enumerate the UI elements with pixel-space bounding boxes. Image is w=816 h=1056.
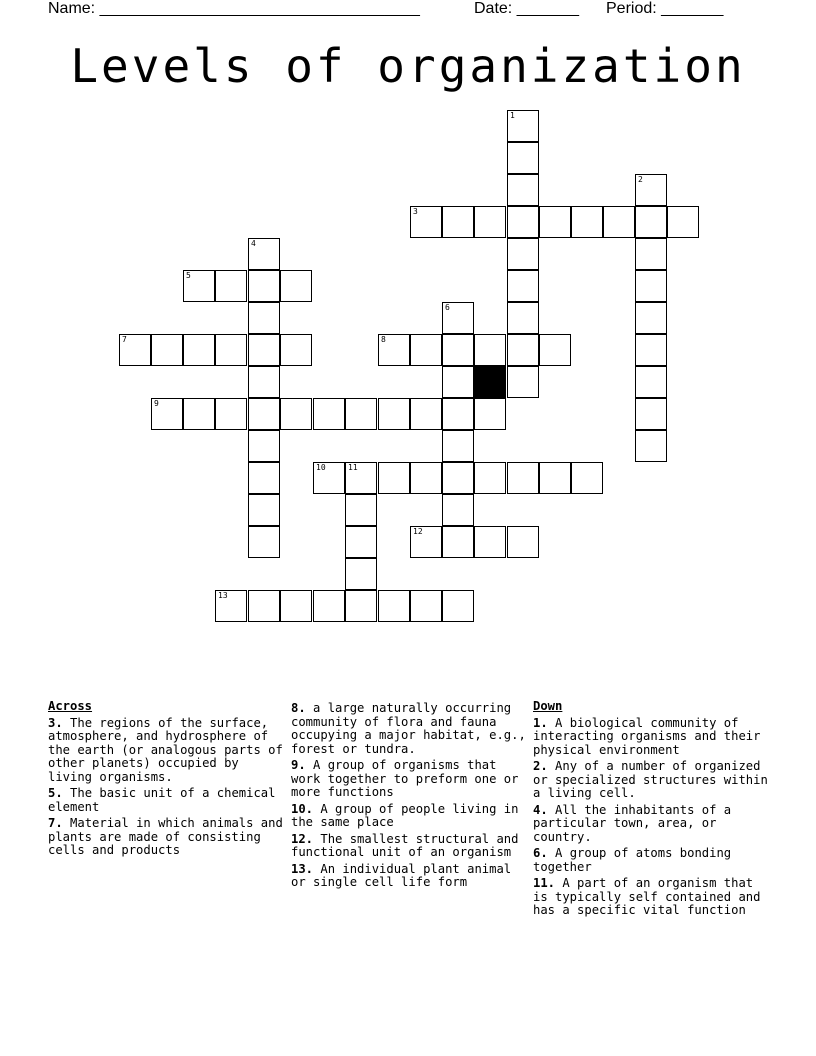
grid-cell[interactable]: [507, 462, 539, 494]
clue-across-7: 7. Material in which animals and plants are made of consisting cells and products: [48, 816, 283, 857]
grid-cell[interactable]: [248, 302, 280, 334]
grid-cell[interactable]: [345, 590, 377, 622]
grid-cell[interactable]: [635, 430, 667, 462]
grid-cell[interactable]: [345, 558, 377, 590]
grid-cell[interactable]: [215, 334, 247, 366]
grid-cell[interactable]: [507, 110, 539, 142]
grid-cell[interactable]: [280, 334, 312, 366]
grid-cell[interactable]: [442, 398, 474, 430]
puzzle-title: Levels of organization: [70, 39, 746, 93]
grid-cell[interactable]: [248, 462, 280, 494]
clue-number: 5: [186, 271, 191, 280]
grid-cell[interactable]: [345, 462, 377, 494]
grid-cell[interactable]: [280, 270, 312, 302]
grid-cell[interactable]: [410, 206, 442, 238]
grid-cell[interactable]: [507, 142, 539, 174]
grid-cell[interactable]: [248, 366, 280, 398]
grid-cell[interactable]: [635, 366, 667, 398]
grid-cell[interactable]: [442, 302, 474, 334]
grid-cell[interactable]: [215, 270, 247, 302]
grid-cell[interactable]: [248, 430, 280, 462]
grid-cell[interactable]: [571, 206, 603, 238]
date-field[interactable]: Date: _______: [474, 0, 579, 17]
grid-cell[interactable]: [507, 206, 539, 238]
grid-cell[interactable]: [410, 462, 442, 494]
grid-cell[interactable]: [151, 398, 183, 430]
grid-cell[interactable]: [442, 494, 474, 526]
clue-number: 9: [154, 399, 159, 408]
grid-cell[interactable]: [635, 270, 667, 302]
clue-number: 11: [348, 463, 358, 472]
grid-cell[interactable]: [410, 334, 442, 366]
grid-cell[interactable]: [215, 398, 247, 430]
down-heading: Down: [533, 699, 563, 713]
grid-cell[interactable]: [442, 366, 474, 398]
grid-cell[interactable]: [345, 494, 377, 526]
clue-across-8: 8. a large naturally occurring community of flora and fauna occupying a major habitat, e.g., forest or tundra.: [291, 701, 526, 756]
grid-cell[interactable]: [635, 206, 667, 238]
clue-down-4: 4. All the inhabitants of a particular town, area, or country.: [533, 802, 732, 844]
clue-across-3: 3. The regions of the surface, atmosphere, and hydrosphere of the earth (or analogous parts of other planets) occupied by living organisms.: [48, 715, 283, 784]
grid-cell[interactable]: [442, 526, 474, 558]
grid-cell[interactable]: [507, 238, 539, 270]
grid-cell[interactable]: [442, 430, 474, 462]
grid-cell[interactable]: [507, 302, 539, 334]
clue-across-5: 5. The basic unit of a chemical element: [48, 786, 276, 814]
clue-across-10: 10. A group of people living in the same place: [291, 801, 519, 829]
grid-cell[interactable]: [345, 526, 377, 558]
grid-cell[interactable]: [474, 462, 506, 494]
clue-number: 10: [316, 463, 326, 472]
grid-cell[interactable]: [603, 206, 635, 238]
grid-cell[interactable]: [410, 590, 442, 622]
grid-cell[interactable]: [378, 590, 410, 622]
grid-cell[interactable]: [248, 526, 280, 558]
grid-cell[interactable]: [635, 302, 667, 334]
clue-down-6: 6. A group of atoms bonding together: [533, 846, 732, 874]
grid-cell[interactable]: [635, 238, 667, 270]
grid-cell[interactable]: [507, 270, 539, 302]
grid-cell[interactable]: [507, 174, 539, 206]
grid-cell[interactable]: [474, 526, 506, 558]
grid-cell[interactable]: [248, 494, 280, 526]
clue-down-11: 11. A part of an organism that is typically self contained and has a specific vital function: [533, 876, 761, 917]
grid-cell[interactable]: [151, 334, 183, 366]
grid-cell[interactable]: [410, 526, 442, 558]
grid-cell[interactable]: [507, 526, 539, 558]
grid-cell[interactable]: [183, 398, 215, 430]
grid-cell[interactable]: [378, 334, 410, 366]
clue-down-2: 2. Any of a number of organized or specialized structures within a living cell.: [533, 759, 768, 800]
grid-cell[interactable]: [474, 206, 506, 238]
grid-cell[interactable]: [313, 398, 345, 430]
clue-across-13: 13. An individual plant animal or single cell life form: [291, 861, 512, 889]
clue-number: 12: [413, 527, 423, 536]
grid-cell[interactable]: [507, 366, 539, 398]
grid-cell[interactable]: [280, 590, 312, 622]
clue-number: 4: [251, 239, 256, 248]
down-clues-col: [533, 700, 769, 921]
grid-cell[interactable]: [248, 590, 280, 622]
grid-cell[interactable]: [183, 334, 215, 366]
grid-cell[interactable]: [442, 206, 474, 238]
grid-cell[interactable]: [539, 206, 571, 238]
clue-down-1: 1. A biological community of interacting organisms and their physical environment: [533, 715, 761, 757]
grid-cell[interactable]: [345, 398, 377, 430]
clue-across-12: 12. The smallest structural and functional unit of an organism: [291, 831, 519, 859]
clue-number: 13: [218, 591, 228, 600]
grid-cell[interactable]: [183, 270, 215, 302]
grid-cell[interactable]: [280, 398, 312, 430]
grid-cell[interactable]: [442, 590, 474, 622]
grid-cell[interactable]: [313, 462, 345, 494]
clue-number: 2: [638, 175, 643, 184]
grid-cell[interactable]: [442, 334, 474, 366]
grid-cell[interactable]: [474, 398, 506, 430]
clue-number: 7: [122, 335, 127, 344]
grid-cell[interactable]: [248, 238, 280, 270]
grid-cell[interactable]: [248, 398, 280, 430]
grid-cell[interactable]: [378, 398, 410, 430]
grid-cell[interactable]: [442, 462, 474, 494]
grid-cell[interactable]: [635, 334, 667, 366]
grid-cell[interactable]: [539, 462, 571, 494]
clue-number: 6: [445, 303, 450, 312]
across-clues-col-1: [48, 700, 284, 861]
grid-cell[interactable]: [474, 334, 506, 366]
grid-cell[interactable]: [667, 206, 699, 238]
clue-across-9: 9. A group of organisms that work together to preform one or more functions: [291, 758, 519, 799]
grid-cell[interactable]: [248, 270, 280, 302]
grid-cell[interactable]: [571, 462, 603, 494]
grid-cell[interactable]: [248, 334, 280, 366]
grid-cell[interactable]: [215, 590, 247, 622]
grid-cell[interactable]: [507, 334, 539, 366]
clue-number: 3: [413, 207, 418, 216]
grid-cell[interactable]: [410, 398, 442, 430]
name-field[interactable]: Name: ____________________________________: [48, 0, 420, 17]
clue-number: 1: [510, 111, 515, 120]
across-heading: Across: [48, 699, 93, 713]
clue-number: 8: [381, 335, 386, 344]
across-clues-col-2: [291, 702, 527, 893]
black-cell: [474, 366, 506, 398]
period-field[interactable]: Period: _______: [606, 0, 724, 17]
grid-cell[interactable]: [635, 398, 667, 430]
grid-cell[interactable]: [313, 590, 345, 622]
grid-cell[interactable]: [119, 334, 151, 366]
grid-cell[interactable]: [635, 174, 667, 206]
grid-cell[interactable]: [539, 334, 571, 366]
grid-cell[interactable]: [378, 462, 410, 494]
